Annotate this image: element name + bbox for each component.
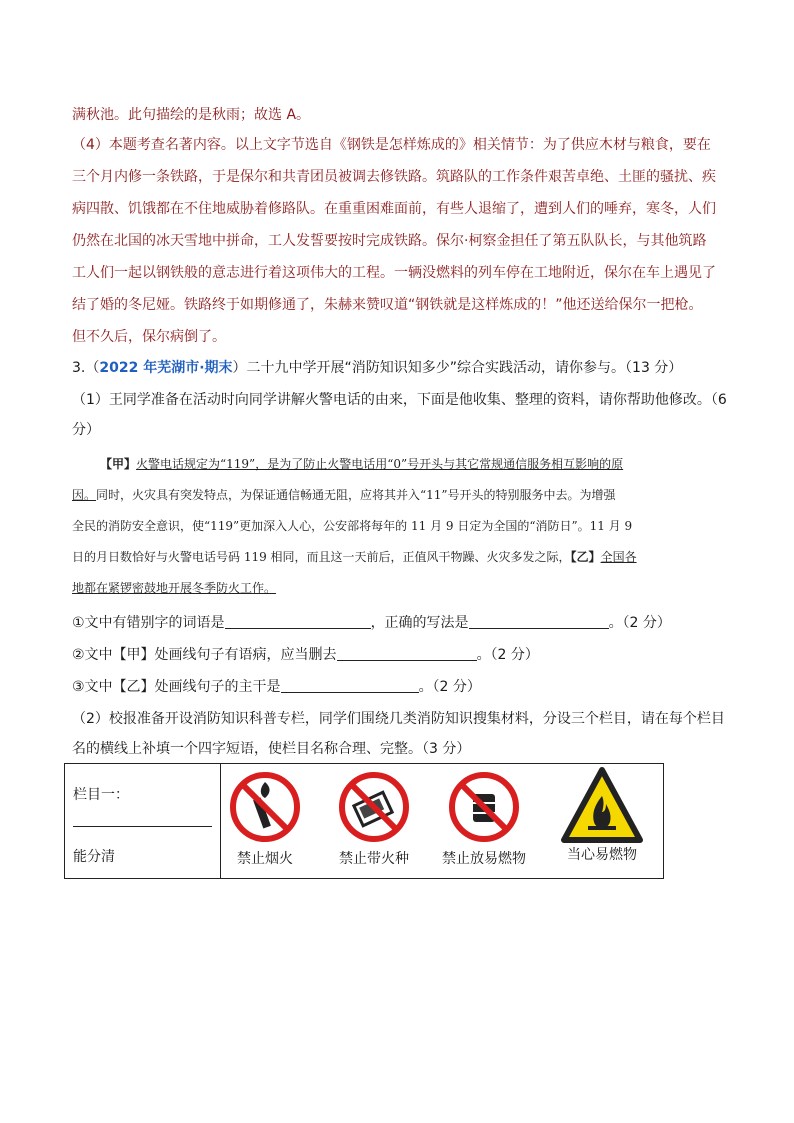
sign-flammable-warning — [552, 766, 652, 864]
item-text: ①文中有错别字的词语是 — [72, 615, 225, 631]
answer-blank[interactable] — [469, 614, 609, 629]
item-2 — [72, 644, 539, 664]
sign-label: 禁止带火种 — [339, 851, 409, 867]
answer-line: 仍然在北国的冰天雪地中拼命，工人发誓要按时完成铁路。保尔·柯察金担任了第五队队长，与其他筑路 — [72, 233, 707, 249]
yi-marker: 【乙】 — [570, 550, 601, 564]
answer-line: 满秋池。此句描绘的是秋雨；故选 A。 — [72, 107, 311, 123]
item-1 — [72, 612, 671, 632]
answer-line: 工人们一起以钢铁般的意志进行着这项伟大的工程。一辆没燃料的列车停在工地附近，保尔在车上遇见了 — [72, 265, 716, 281]
answer-line: 三个月内修一条铁路，于是保尔和共青团员被调去修铁路。筑路队的工作条件艰苦卓绝、土匪的骚扰、疾 — [72, 169, 716, 185]
no-matches-icon — [337, 770, 411, 844]
sign-label: 禁止烟火 — [237, 851, 293, 867]
item-text: ②文中【甲】处画线句子有语病，应当删去 — [72, 647, 337, 663]
sign-no-flammables — [434, 770, 534, 868]
column-name-cell — [65, 764, 221, 879]
subquestion-1-cont: 分） — [72, 422, 100, 438]
passage-text: 日的月日数恰好与火警电话号码 119 相同，而且这一天前后，正值风干物躁、火灾多发之际， — [72, 550, 571, 564]
passage-line: 全民的消防安全意识，使“119”更加深入人心，公安部将每年的 11 月 9 日定为全国的“消防日”。11 月 9 — [72, 519, 633, 533]
answer-line: 结了婚的冬尼娅。铁路终于如期修通了，朱赫来赞叹道“钢铁就是这样炼成的！”他还送给保尔一把枪。 — [72, 297, 703, 313]
question-number: 3.（ — [72, 360, 100, 376]
passage-line — [72, 548, 637, 565]
no-smoking-fire-icon — [228, 770, 302, 844]
item-text: ，正确的写法是 — [370, 615, 469, 631]
sign-no-fire — [215, 770, 315, 868]
sign-label: 禁止放易燃物 — [442, 851, 526, 867]
question-text: ）二十九中学开展“消防知识知多少”综合实践活动，请你参与。（13 分） — [232, 360, 683, 376]
question-3-heading — [72, 357, 682, 377]
answer-blank[interactable] — [337, 646, 477, 661]
answer-line: （4）本题考查名著内容。以上文字节选自《钢铁是怎样炼成的》相关情节：为了供应木材与粮食，要在 — [72, 137, 711, 153]
flammable-warning-icon — [560, 766, 644, 844]
column-name-blank[interactable] — [73, 826, 212, 827]
item-text: 。（2 分） — [476, 647, 539, 663]
sign-no-matches — [324, 770, 424, 868]
sign-label: 当心易燃物 — [567, 847, 637, 863]
jia-underlined-sentence: 火警电话规定为“119”，是为了防止火警电话用“0”号开头与其它常规通信服务相互影响的原 — [136, 457, 624, 471]
answer-blank[interactable] — [225, 614, 371, 629]
answer-line: 病四散、饥饿都在不住地威胁着修路队。在重重困难面前，有些人退缩了，遭到人们的唾弃，寒冬，人们 — [72, 201, 716, 217]
no-flammables-icon — [447, 770, 521, 844]
answer-line: 但不久后，保尔病倒了。 — [72, 329, 226, 345]
item-text: 。（2 分） — [418, 679, 481, 695]
jia-underlined-sentence-end: 因。 — [72, 488, 97, 502]
item-3 — [72, 676, 481, 696]
column-label: 栏目一： — [73, 787, 129, 803]
jia-marker: 【甲】 — [100, 457, 137, 471]
yi-underlined-sentence-end: 地都在紧锣密鼓地开展冬季防火工作。 — [72, 581, 277, 595]
passage-line — [72, 486, 616, 503]
subquestion-1: （1）王同学准备在活动时向同学讲解火警电话的由来，下面是他收集、整理的资料，请你帮助他修改。（6 — [72, 392, 727, 408]
passage-line — [100, 455, 623, 472]
source-tag: 2022 年芜湖市·期末 — [99, 360, 233, 376]
column-suffix: 能分清 — [73, 849, 115, 865]
item-text: 。（2 分） — [608, 615, 671, 631]
subquestion-2-cont: 名的横线上补填一个四字短语，使栏目名称合理、完整。（3 分） — [72, 741, 471, 757]
item-text: ③文中【乙】处画线句子的主干是 — [72, 679, 281, 695]
yi-underlined-sentence: 全国各 — [600, 550, 637, 564]
answer-blank[interactable] — [281, 678, 419, 693]
passage-text: 同时，火灾具有突发特点，为保证通信畅通无阻，应将其并入“11”号开头的特别服务中去。为增强 — [96, 488, 616, 502]
subquestion-2: （2）校报准备开设消防知识科普专栏，同学们围绕几类消防知识搜集材料，分设三个栏目，请在每个栏目 — [72, 711, 725, 727]
passage-line — [72, 579, 276, 596]
